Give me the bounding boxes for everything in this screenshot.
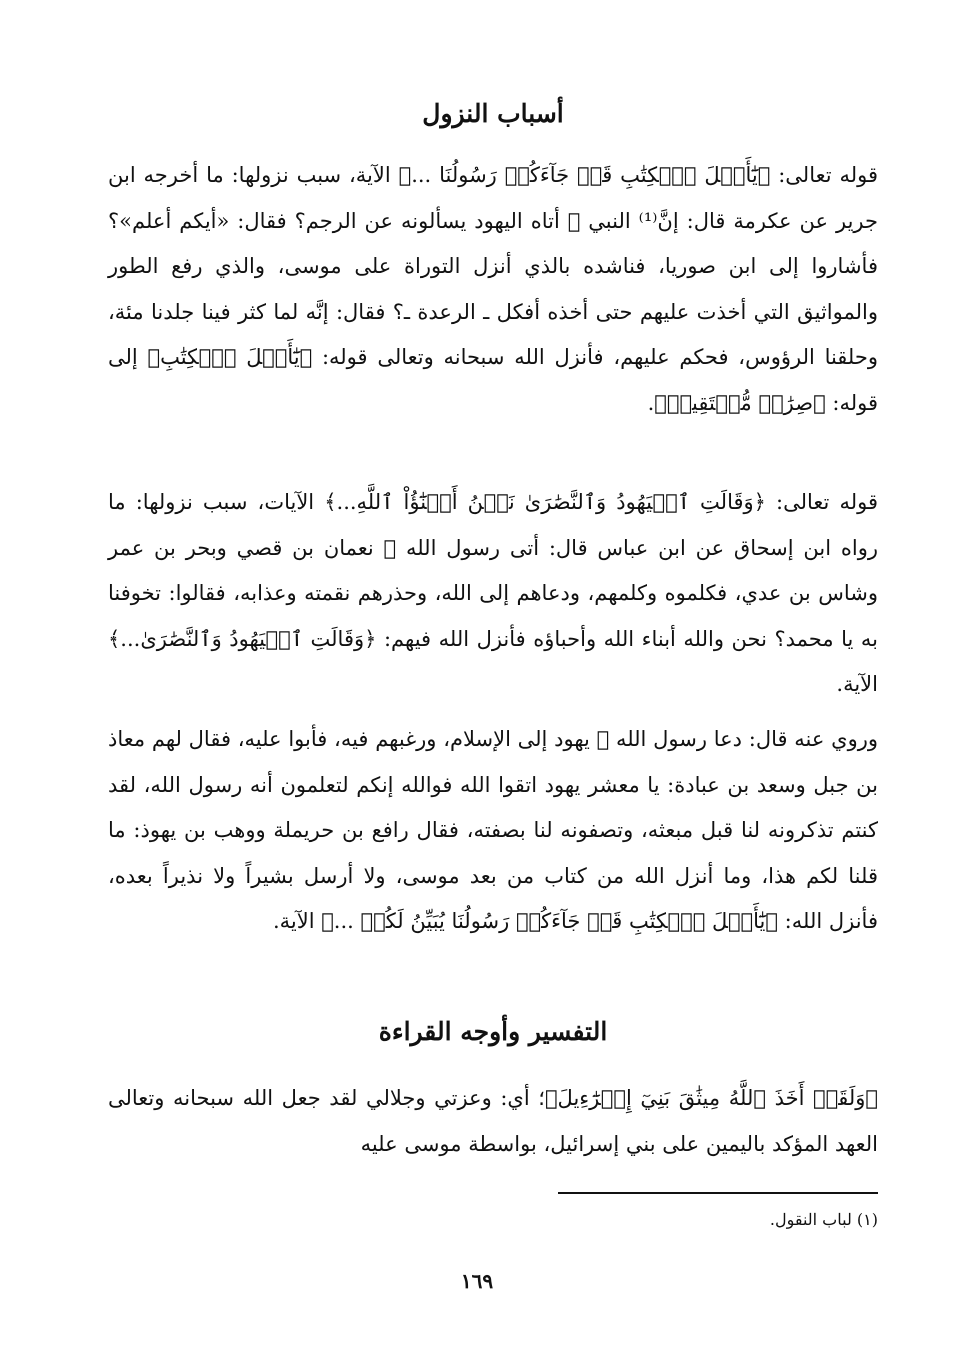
section-heading-reasons-of-revelation: أسباب النزول (422, 99, 564, 128)
paragraph: قوله تعالى: ﴿وَقَالَتِ ٱلۡيَهُودُ وَٱلنَّصَٰرَىٰ نَحۡنُ أَبۡنَٰٓؤُاْ ٱللَّهِ...﴾ الآيات، سبب نزولها: ما رواه ابن إسحاق عن ابن عباس قال: أتى رسول الله ﷺ نعمان بن قصي وبحر بن عمر وشاس بن عدي، فكلموه وكلمهم، ودعاهم إلى الله، وحذرهم نقمته وعذابه، فقالوا: تخوفنا به يا محمد؟ نحن والله أبناء الله وأحباؤه فأنزل الله فيهم: ﴿وَقَالَتِ ٱلۡيَهُودُ وَٱلنَّصَٰرَىٰ...﴾ الآية. (108, 490, 878, 696)
paragraph: وروي عنه قال: دعا رسول الله ﷺ يهود إلى الإسلام، ورغبهم فيه، فأبوا عليه، فقال لهم معاذ بن جبل وسعد بن عبادة: يا معشر يهود اتقوا الله فوالله إنكم لتعلمون أنه رسول الله، لقد كنتم تذكرونه لنا قبل مبعثه، وتصفونه لنا بصفته، فقال رافع بن حريملة ووهب بن يهوذ: ما قلنا لكم هذا، وما أنزل الله من كتاب من بعد موسى، ولا أرسل بشيراً ولا نذيراً بعده، فأنزل الله: ﴿يَٰٓأَهۡلَ ٱلۡكِتَٰبِ قَدۡ جَآءَكُمۡ رَسُولُنَا يُبَيِّنُ لَكُمۡ ...﴾ الآية. (108, 727, 878, 933)
page-number: ١٦٩ (460, 1269, 494, 1293)
footnote-divider (558, 1192, 878, 1194)
section-heading-tafsir: التفسير وأوجه القراءة (378, 1017, 608, 1046)
footnote: (١) لباب النقول. (769, 1210, 878, 1229)
paragraph: ﴿وَلَقَدۡ أَخَذَ ٱللَّهُ مِيثَٰقَ بَنِيٓ إِسۡرَٰٓءِيلَ﴾؛ أي: وعزتي وجلالي لقد جعل الله سبحانه وتعالى العهد المؤكد باليمين على بني إسرائيل، بواسطة موسى عليه (108, 1086, 878, 1156)
paragraph: قوله تعالى: ﴿يَٰٓأَهۡلَ ٱلۡكِتَٰبِ قَدۡ جَآءَكُمۡ رَسُولُنَا ...﴾ الآية، سبب نزولها: ما أخرجه ابن جرير عن عكرمة قال: إنَّ⁽¹⁾ النبي ﷺ أتاه اليهود يسألونه عن الرجم؟ فقال: «أيكم أعلم»؟ فأشاروا إلى ابن صوريا، فناشده بالذي أنزل التوراة على موسى، والذي رفع الطور والمواثيق التي أخذت عليهم حتى أخذه أفكل ـ الرعدة ـ؟ فقال: إنَّه لما كثر فينا جلدنا مئة، وحلقنا الرؤوس، فحكم عليهم، فأنزل الله سبحانه وتعالى قوله: ﴿يَٰٓأَهۡلَ ٱلۡكِتَٰبِ﴾ إلى قوله: ﴿صِرَٰطٖ مُّسۡتَقِيمٖ﴾. (108, 163, 878, 415)
